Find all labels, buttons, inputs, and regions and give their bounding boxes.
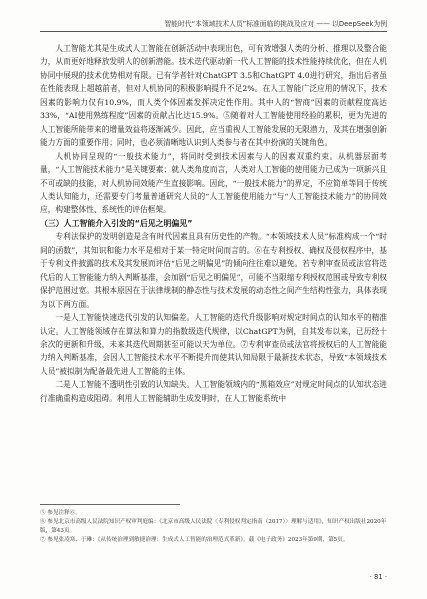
body-text: [40, 42, 387, 405]
paragraph-4: 一是人工智能快速迭代引发的认知偏差。人工智能的迭代升级影响对规定时间点的认知水平的精准认定。人工智能领域存在算法和算力的指数级迭代规律，以ChatGPT为例，自其发布以来，已历经十余次的更新和升级，未来其迭代周期甚至可能以天为单位。⑦专利审查员或法官将授权后的人工智能能力纳入判断基准，会因人工智能技术水平不断提升而使其认知局限于最新技术状态，导致“本领域技术人员”被拟制为配备最先进人工智能的主体。: [40, 313, 387, 376]
footnote-2: ⑥ 参见北京市高级人民法院知识产权审判庭编：《北京市高级人民法院〈专利侵权判定指南（2017）〉理解与适用》，知识产权出版社2020年版，第43页。: [40, 519, 387, 534]
paragraph-5: 二是人工智能不透明性引致的认知缺失。人工智能领域内的“黑箱效应”对规定时间点的认知状态进行准确重构造成阻碍。利用人工智能辅助生成发明时，在人工智能系统中: [40, 380, 387, 403]
running-title: 智能时代“本领域技术人员”标准面临的挑战及应对 —— 以DeepSeek为例: [164, 20, 387, 28]
page-number: · 81 ·: [369, 573, 387, 581]
section-heading: （三）人工智能介入引发的“后见之明偏见”: [40, 218, 193, 228]
paragraph-3: 专利法保护的发明创造是含有时代因素且具有历史性的产物。“本领域技术人员”标准构成一个“时间的函数”，其知识和能力水平是相对于某一特定时间而言的。⑥在专利授权、确权及侵权程序中，基于专利文件披露的技术及其发展而评估“后见之明偏见”的倾向往往难以避免。若专利审查员或法官将迭代后的人工智能能力纳入判断基准，会加剧“后见之明偏见”，可能不当限缩专利授权范围或导致专利权保护范围过宽。其根本原因在于法律规制的静态性与技术发展的动态性之间产生结构性张力，具体表现为以下两方面。: [40, 232, 387, 309]
paragraph-1: 人工智能尤其是生成式人工智能在创新活动中表现出色，可有效增强人类的分析、推理以及整合能力，从而更好地释放发明人的创新潜能。技术迭代驱动新一代人工智能的技术性能持续优化，但在人机协同中展现的技术优势相对有限。已有学者针对ChatGPT 3.5和ChatGPT 4.0进行研究，指出后者虽在性能表现上超越前者，但对人机协同的积极影响提升不足2%。在人工智能广泛应用的情况下，技术因素的影响力仅有10.9%，而人类个体因素发挥决定性作用。其中人的“智商”因素的贡献程度高达33%，“AI使用熟练程度”因素的贡献占比达15.9%。⑤随着对人工智能使用经验的累积，更为先进的人工智能所能带来的增量效益将逐渐减少。因此，应当重视人工智能发展的无限潜力，及其在增强创新能力方面的重要作用；同时，也必须清晰地认识到人类参与者在其中扮演的关键角色。: [40, 44, 387, 148]
footnote-3: ⑦ 参见张凌寒、于琳：《从传统治理到敏捷治理：生成式人工智能的治理范式革新》，载《电子政务》2023年第9期，第5页。: [40, 537, 349, 543]
paragraph-2: 人机协同呈现的“一般技术能力”，将同时受到技术因素与人的因素双重约束。从机器层面考量，“人工智能技术能力”是关键要素；就人类角度而言，人类对人工智能的使用能力已成为一项新兴且不可或缺的技能，对人机协同效能产生直接影响。因此，“一般技术能力”的界定，不应简单等同于传统人类认知能力，还需要专门考量普通研究人员的“人工智能使用能力”与“人工智能技术能力”的协同效应，构建整体性、系统性的评估框架。: [40, 151, 387, 215]
running-header: [40, 18, 387, 32]
footnote-divider: [40, 504, 180, 505]
footnote-1: ⑤ 参见注释⑥。: [40, 510, 81, 516]
footnotes: [40, 504, 387, 545]
